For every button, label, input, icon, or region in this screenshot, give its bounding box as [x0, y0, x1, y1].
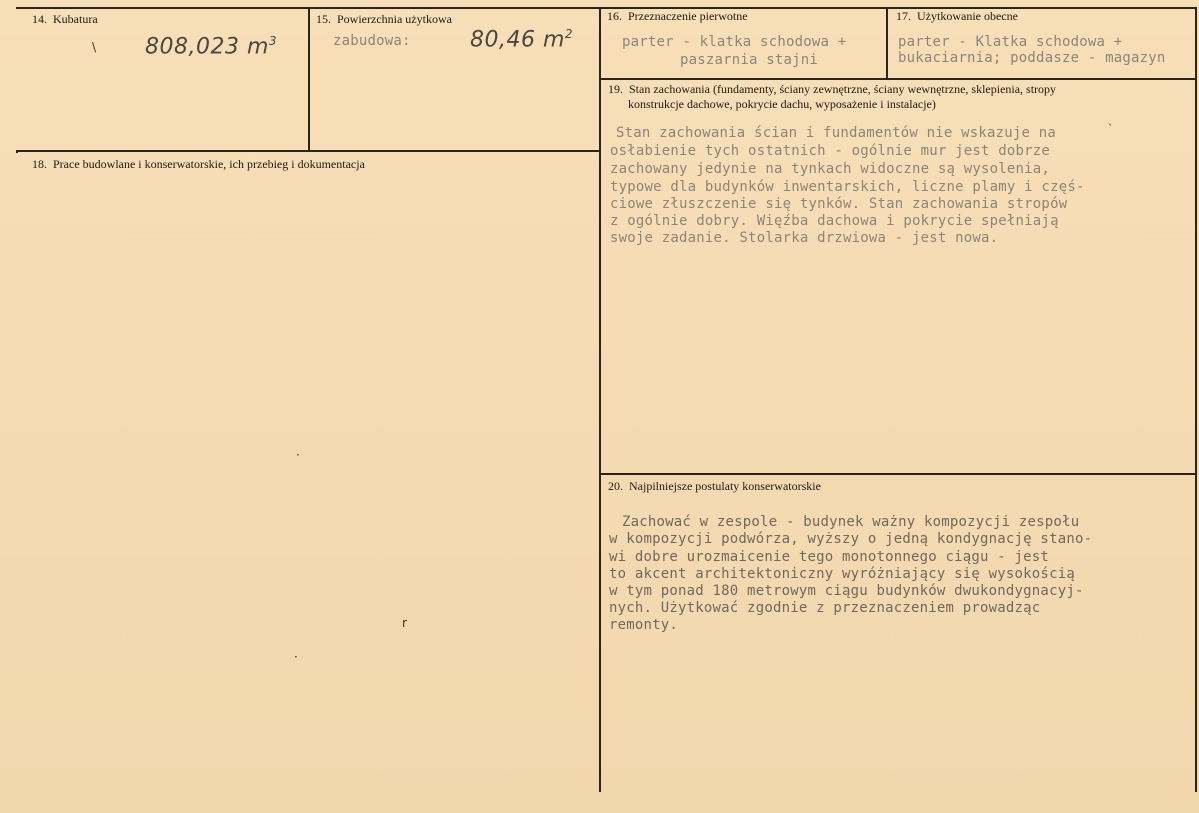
field-19-line-5: ciowe złuszczenie się tynków. Stan zachowania stropów	[610, 196, 1068, 212]
field-20-line-2: w kompozycji podwórza, wyższy o jedną kondygnację stano-	[609, 531, 1093, 547]
field-14-title: Kubatura	[53, 12, 98, 26]
field-15-value	[470, 27, 573, 52]
field-19-number: 19.	[608, 82, 623, 96]
right-border	[1195, 7, 1197, 792]
field-16-title: Przeznaczenie pierwotne	[628, 9, 748, 23]
field-17-line-1: parter - Klatka schodowa +	[898, 34, 1123, 50]
field-15-prefix: zabudowa:	[333, 33, 411, 49]
field-19-label-line-2: konstrukcje dachowe, pokrycie dachu, wyposażenie i instalacje)	[628, 97, 936, 111]
kubatura-unit-exponent: 3	[268, 34, 278, 48]
field-19-line-2: osłabienie tych ostatnich - ogólnie mur jest dobrze	[610, 143, 1051, 159]
divider-14-15-bottom-left	[16, 150, 600, 152]
paper-speck: \	[92, 40, 97, 54]
field-15-label	[316, 12, 452, 27]
paper-speck: ·	[296, 448, 300, 462]
area-value: 80,46	[470, 27, 536, 53]
field-20-label	[608, 479, 821, 494]
field-15-number: 15.	[316, 12, 331, 26]
area-unit-exponent: 2	[564, 27, 574, 41]
field-19-line-6: z ogólnie dobry. Więźba dachowa i pokrycie spełniają	[610, 213, 1059, 229]
field-14-value	[145, 34, 277, 59]
main-vertical-divider	[599, 7, 601, 792]
divider-16-17	[886, 7, 888, 78]
divider-14-15	[308, 7, 310, 150]
paper-speck: ˴	[1108, 116, 1112, 130]
field-16-line-1: parter - klatka schodowa +	[622, 34, 847, 50]
field-19-line-3: zachowany jedynie na tynkach widoczne są wysolenia,	[610, 161, 1051, 177]
field-19-line-1: Stan zachowania ścian i fundamentów nie wskazuje na	[616, 125, 1057, 141]
field-20-line-6: nych. Użytkować zgodnie z przeznaczeniem prowadząc	[609, 600, 1041, 616]
field-16-number: 16.	[607, 9, 622, 23]
field-20-number: 20.	[608, 479, 623, 493]
field-19-line-4: typowe dla budynków inwentarskich, liczne plamy i częś-	[610, 179, 1085, 195]
field-18-number: 18.	[32, 157, 47, 171]
field-20-line-7: remonty.	[609, 617, 679, 633]
field-17-label	[896, 9, 1018, 24]
field-15-title: Powierzchnia użytkowa	[337, 12, 452, 26]
top-border	[16, 7, 1196, 9]
area-unit: m	[542, 27, 565, 53]
field-14-number: 14.	[32, 12, 47, 26]
paper-speck: ·	[294, 650, 298, 664]
field-20-line-1: Zachować w zespole - budynek ważny kompozycji zespołu	[622, 514, 1080, 530]
divider-19-20	[600, 473, 1196, 475]
field-18-title: Prace budowlane i konserwatorskie, ich przebieg i dokumentacja	[53, 157, 365, 171]
field-18-label	[32, 157, 365, 172]
field-14-label	[32, 12, 98, 27]
field-16-label	[607, 9, 748, 24]
divider-16-17-bottom	[600, 78, 1196, 80]
field-16-line-2: paszarnia stajni	[680, 52, 819, 68]
kubatura-value: 808,023	[145, 34, 240, 60]
field-19-label-line-1	[608, 82, 1056, 97]
left-inner-border	[16, 150, 18, 153]
field-17-line-2: bukaciarnia; poddasze - magazyn	[898, 50, 1166, 66]
field-20-title: Najpilniejsze postulaty konserwatorskie	[629, 479, 821, 493]
field-19-line-7: swoje zadanie. Stolarka drzwiowa - jest nowa.	[610, 230, 999, 246]
field-20-line-5: w tym ponad 180 metrowym ciągu budynków dwukondygnacyj-	[609, 583, 1084, 599]
field-19-title-1: Stan zachowania (fundamenty, ściany zewnętrzne, ściany wewnętrzne, sklepienia, stropy	[629, 82, 1057, 96]
field-17-number: 17.	[896, 9, 911, 23]
field-20-line-3: wi dobre urozmaicenie tego monotonnego ciągu - jest	[609, 549, 1050, 565]
kubatura-unit: m	[246, 34, 269, 60]
field-17-title: Użytkowanie obecne	[917, 9, 1018, 23]
field-20-line-4: to akcent architektoniczny wyróżniający się wysokością	[609, 566, 1075, 582]
paper-speck: r	[402, 616, 407, 630]
